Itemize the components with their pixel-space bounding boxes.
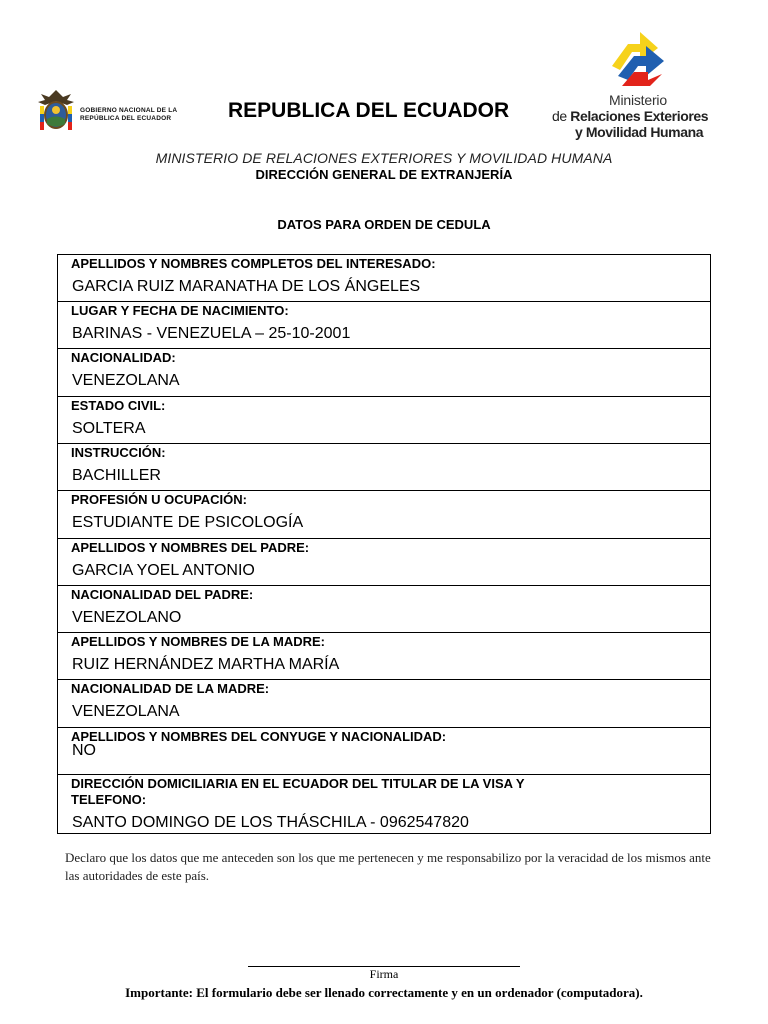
ministry-logo [548,28,738,146]
field-label-line2: TELEFONO: [71,792,147,807]
ecuador-coat-of-arms-icon [36,88,76,134]
field-row-mother-name [58,633,710,680]
important-note: Importante: El formulario debe ser llenado correctamente y en un ordenador (computadora). [125,985,643,1000]
ministry-logo-line2-prefix: de [552,108,567,124]
field-row-address-phone [58,775,710,833]
field-label: PROFESIÓN U OCUPACIÓN: [71,492,247,507]
ministry-heading: MINISTERIO DE RELACIONES EXTERIORES Y MOVILIDAD HUMANA [155,150,613,166]
field-label: APELLIDOS Y NOMBRES DEL CONYUGE Y NACIONALIDAD: [71,729,447,744]
gov-logo-text: GOBIERNO NACIONAL DE LA REPÚBLICA DEL ECUADOR [80,107,178,122]
declaration-text: Declaro que los datos que me anteceden son los que me pertenecen y me responsabilizo por la veracidad de los mismos ante las autoridades de este país. [65,850,711,883]
field-row-nationality [58,349,710,397]
field-value: RUIZ HERNÁNDEZ MARTHA MARÍA [72,656,340,673]
field-label: INSTRUCCIÓN: [71,445,166,460]
ministry-arrows-icon [604,28,674,88]
field-row-profession [58,491,710,539]
field-label: ESTADO CIVIL: [71,398,166,413]
field-label: APELLIDOS Y NOMBRES DE LA MADRE: [71,634,326,649]
field-row-mother-nationality [58,680,710,728]
direction-heading: DIRECCIÓN GENERAL DE EXTRANJERÍA [255,167,513,182]
signature-label: Firma [369,967,399,981]
field-label: APELLIDOS Y NOMBRES COMPLETOS DEL INTERESADO: [71,256,436,271]
field-value: VENEZOLANA [72,372,180,389]
field-label: APELLIDOS Y NOMBRES DEL PADRE: [71,540,310,555]
field-value: GARCIA YOEL ANTONIO [72,562,255,579]
field-value: BACHILLER [72,467,161,484]
field-label: LUGAR Y FECHA DE NACIMIENTO: [71,303,289,318]
field-row-full-name [58,255,710,302]
data-form-table [57,254,711,834]
field-label: NACIONALIDAD: [71,350,176,365]
field-value: SOLTERA [72,420,146,437]
field-row-father-name [58,539,710,586]
ministry-logo-line1: Ministerio [609,92,667,108]
page-title: REPUBLICA DEL ECUADOR [228,99,510,122]
field-value: VENEZOLANO [72,609,182,626]
government-logo [36,88,208,134]
ministry-logo-line3: y Movilidad Humana [575,124,704,140]
field-value: VENEZOLANA [72,703,180,720]
field-value: SANTO DOMINGO DE LOS THÁSCHILA - 0962547820 [72,814,469,831]
field-label: NACIONALIDAD DE LA MADRE: [71,681,270,696]
field-value: NO [72,742,96,759]
field-label: NACIONALIDAD DEL PADRE: [71,587,254,602]
field-value: GARCIA RUIZ MARANATHA DE LOS ÁNGELES [72,278,421,295]
field-row-spouse [58,728,710,775]
field-value: BARINAS - VENEZUELA – 25-10-2001 [72,325,351,342]
field-label: DIRECCIÓN DOMICILIARIA EN EL ECUADOR DEL TITULAR DE LA VISA Y [71,776,525,791]
field-row-civil-status [58,397,710,444]
form-title: DATOS PARA ORDEN DE CEDULA [277,217,491,232]
ministry-logo-line2-rest: Relaciones Exteriores [570,108,709,124]
field-row-birth-place-date [58,302,710,349]
field-row-father-nationality [58,586,710,633]
ministry-logo-line2 [552,108,708,124]
field-value: ESTUDIANTE DE PSICOLOGÍA [72,514,304,531]
field-row-education [58,444,710,491]
